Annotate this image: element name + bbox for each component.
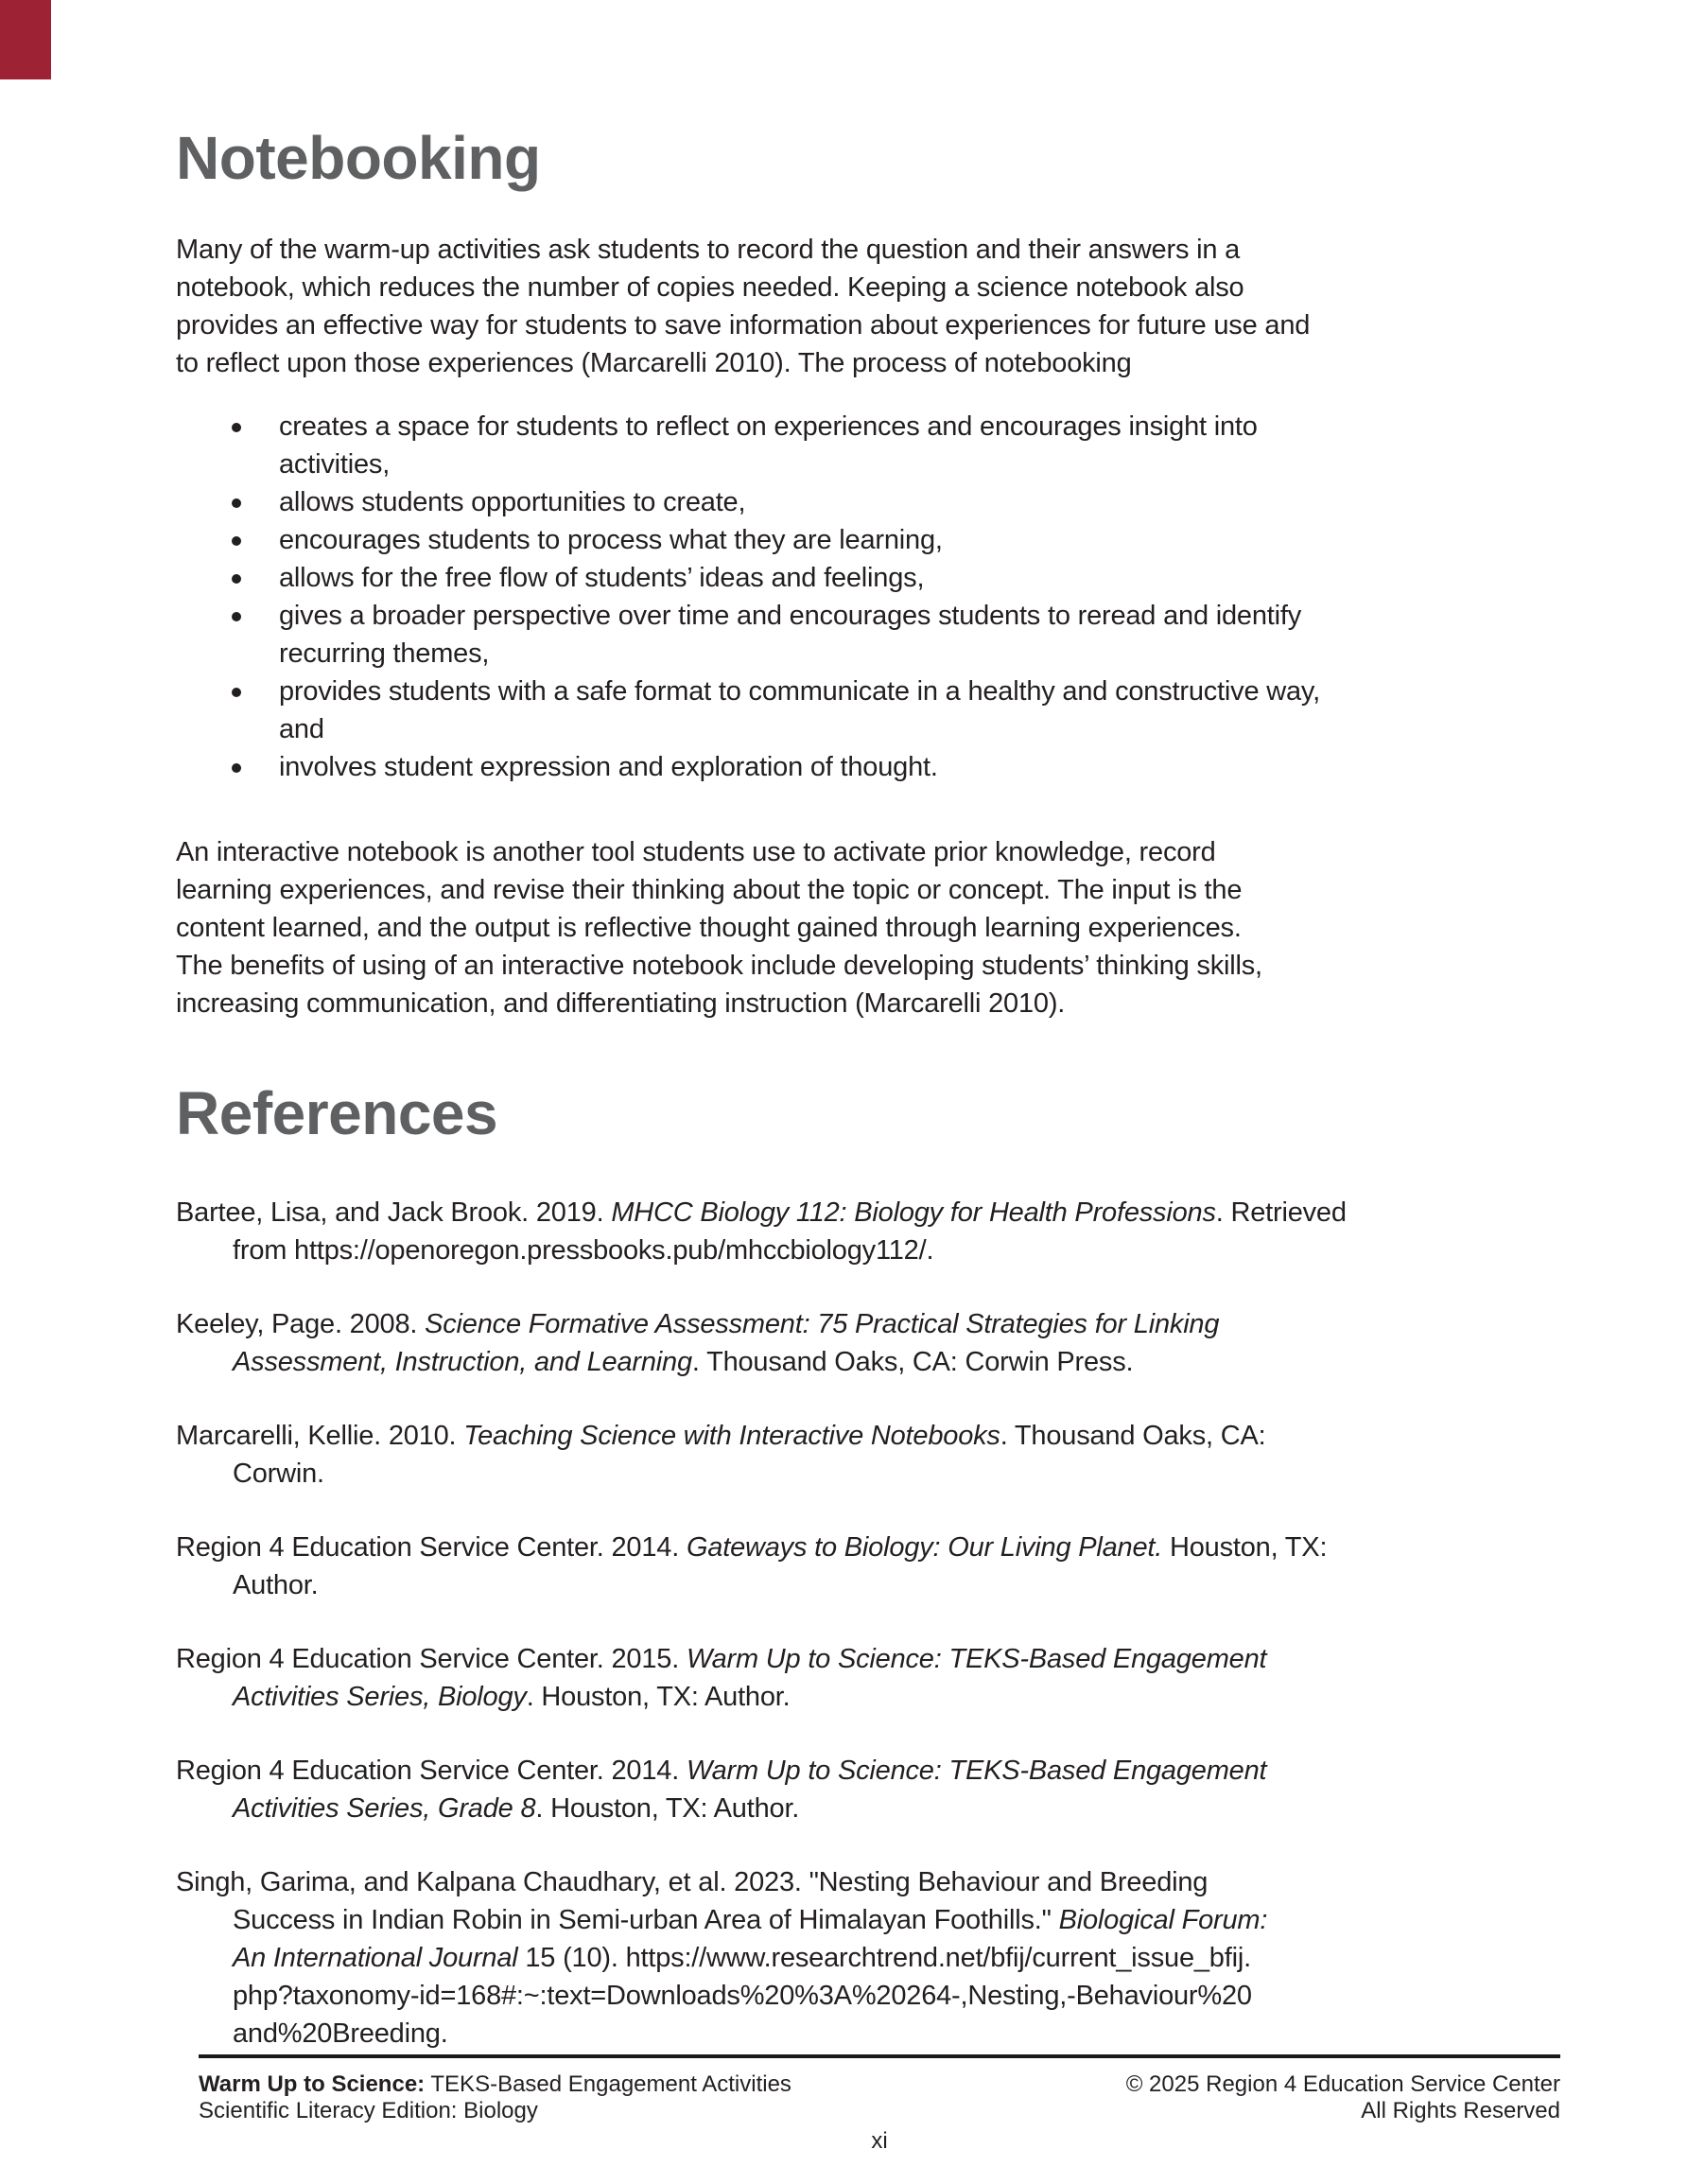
reference-entry: Bartee, Lisa, and Jack Brook. 2019. MHCC Biology 112: Biology for Health Professions. Retrieved from https://openoregon.pressbooks.pub/mhccbiology112/. bbox=[176, 1197, 1347, 1266]
footer-right-block bbox=[1126, 2071, 1560, 2124]
bullet-dot-icon bbox=[232, 688, 241, 697]
bullet-item: gives a broader perspective over time and encourages students to reread and identify recurring themes, bbox=[176, 597, 1560, 673]
footer-edition: Scientific Literacy Edition: Biology bbox=[199, 2098, 538, 2123]
notebooking-bullet-list bbox=[176, 408, 1560, 786]
bullet-item: allows students opportunities to create, bbox=[176, 483, 1560, 521]
references-list bbox=[176, 1194, 1560, 2088]
footer-left-block bbox=[199, 2071, 791, 2124]
bullet-item: involves student expression and exploration of thought. bbox=[176, 748, 1560, 786]
bullet-dot-icon bbox=[232, 763, 241, 773]
bullet-item: allows for the free flow of students’ ideas and feelings, bbox=[176, 559, 1560, 597]
footer-divider-rule bbox=[199, 2054, 1560, 2058]
section-title-notebooking: Notebooking bbox=[176, 124, 541, 192]
footer-copyright: © 2025 Region 4 Education Service Center bbox=[1125, 2071, 1560, 2097]
reference-entry: Region 4 Education Service Center. 2014. Gateways to Biology: Our Living Planet. Houston, TX: Author. bbox=[176, 1532, 1328, 1600]
notebooking-paragraph-2: An interactive notebook is another tool students use to activate prior knowledge, record learning experiences, and revise their thinking about the topic or concept. The input is the content learned, and the output is reflective thought gained through learning experiences. The benefits of using of an interactive notebook include developing students’ thinking skills, increasing communication, and differentiating instruction (Marcarelli 2010). bbox=[176, 837, 1262, 1019]
reference-entry: Region 4 Education Service Center. 2015. Warm Up to Science: TEKS-Based Engagement Activities Series, Biology. Houston, TX: Author. bbox=[176, 1644, 1267, 1712]
bullet-dot-icon bbox=[232, 574, 241, 584]
bullet-dot-icon bbox=[232, 423, 241, 432]
footer-series-title: Warm Up to Science: TEKS-Based Engagement Activities bbox=[199, 2071, 791, 2097]
bullet-dot-icon bbox=[232, 536, 241, 546]
bullet-dot-icon bbox=[232, 612, 241, 621]
page-footer bbox=[199, 2071, 1560, 2124]
footer-rights-reserved: All Rights Reserved bbox=[1361, 2098, 1560, 2123]
reference-entry: Keeley, Page. 2008. Science Formative Assessment: 75 Practical Strategies for Linking Assessment, Instruction, and Learning. Thousand Oaks, CA: Corwin Press. bbox=[176, 1309, 1220, 1377]
page-number: xi bbox=[871, 2128, 888, 2154]
notebooking-paragraph-1: Many of the warm-up activities ask students to record the question and their answers in a notebook, which reduces the number of copies needed. Keeping a science notebook also provides an effective way for students to save information about experiences for future use and to reflect upon those experiences (Marcarelli 2010). The process of notebooking bbox=[176, 235, 1311, 378]
reference-entry: Region 4 Education Service Center. 2014. Warm Up to Science: TEKS-Based Engagement Activities Series, Grade 8. Houston, TX: Author. bbox=[176, 1756, 1267, 1824]
reference-entry: Singh, Garima, and Kalpana Chaudhary, et al. 2023. "Nesting Behaviour and Breeding Success in Indian Robin in Semi-urban Area of Himalayan Foothills." Biological Forum: An International Journal 15 (10). https://www.researchtrend.net/bfij/current_issue_bfij. php?taxonomy-id=168#:~:text=Downloads%20%3A%20264-,Nesting,-Behaviour%20 and%20Breeding. bbox=[176, 1867, 1268, 2049]
bullet-item: creates a space for students to reflect on experiences and encourages insight into activities, bbox=[176, 408, 1560, 483]
bullet-dot-icon bbox=[232, 498, 241, 508]
red-corner-tab bbox=[0, 0, 51, 79]
bullet-item: encourages students to process what they are learning, bbox=[176, 521, 1560, 559]
bullet-item: provides students with a safe format to communicate in a healthy and constructive way, and bbox=[176, 673, 1560, 748]
reference-entry: Marcarelli, Kellie. 2010. Teaching Science with Interactive Notebooks. Thousand Oaks, CA: Corwin. bbox=[176, 1421, 1266, 1489]
section-title-references: References bbox=[176, 1079, 498, 1147]
